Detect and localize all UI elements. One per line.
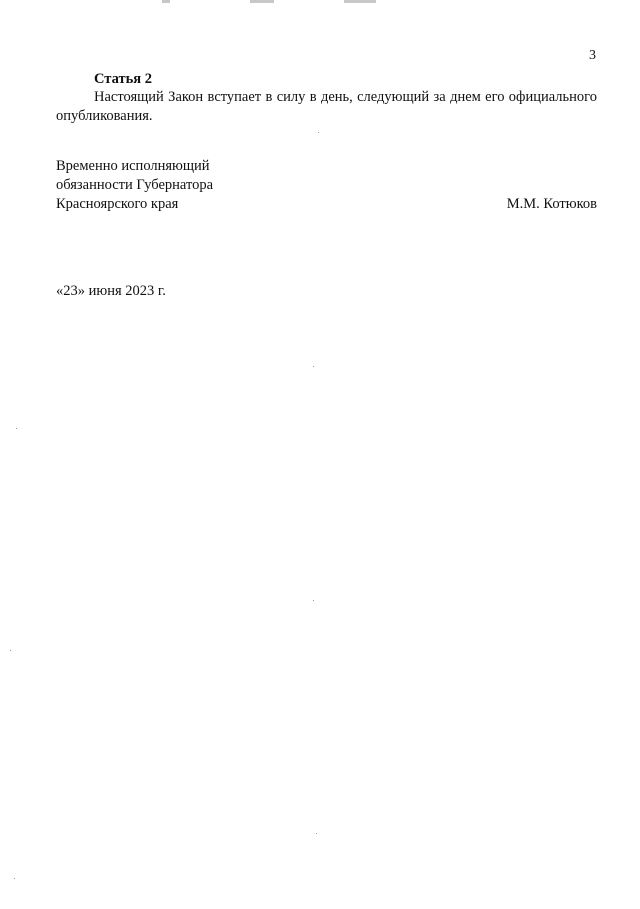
article-body: Настоящий Закон вступает в силу в день, следующий за днем его официального опубликования. bbox=[56, 89, 597, 124]
scan-speck bbox=[316, 833, 317, 834]
scan-speck bbox=[10, 650, 11, 651]
signatory-title-line-1: Временно исполняющий bbox=[56, 158, 210, 174]
scan-speck bbox=[14, 878, 15, 879]
document-date: «23» июня 2023 г. bbox=[56, 283, 166, 299]
page-number: 3 bbox=[589, 48, 596, 63]
scan-speck bbox=[16, 428, 17, 429]
scan-speck bbox=[313, 366, 314, 367]
scan-speck bbox=[318, 132, 319, 133]
scan-artifact bbox=[250, 0, 274, 3]
scan-artifact bbox=[344, 0, 376, 3]
signatory-name: М.М. Котюков bbox=[506, 196, 597, 212]
scan-artifact bbox=[162, 0, 170, 3]
scan-speck bbox=[313, 600, 314, 601]
article-title: Статья 2 bbox=[94, 71, 152, 87]
signature-block bbox=[56, 157, 597, 214]
article bbox=[56, 70, 597, 126]
signatory-title-line-3: Красноярского края bbox=[56, 196, 179, 212]
signatory-title-line-2: обязанности Губернатора bbox=[56, 177, 214, 193]
signatory-row bbox=[56, 195, 597, 214]
